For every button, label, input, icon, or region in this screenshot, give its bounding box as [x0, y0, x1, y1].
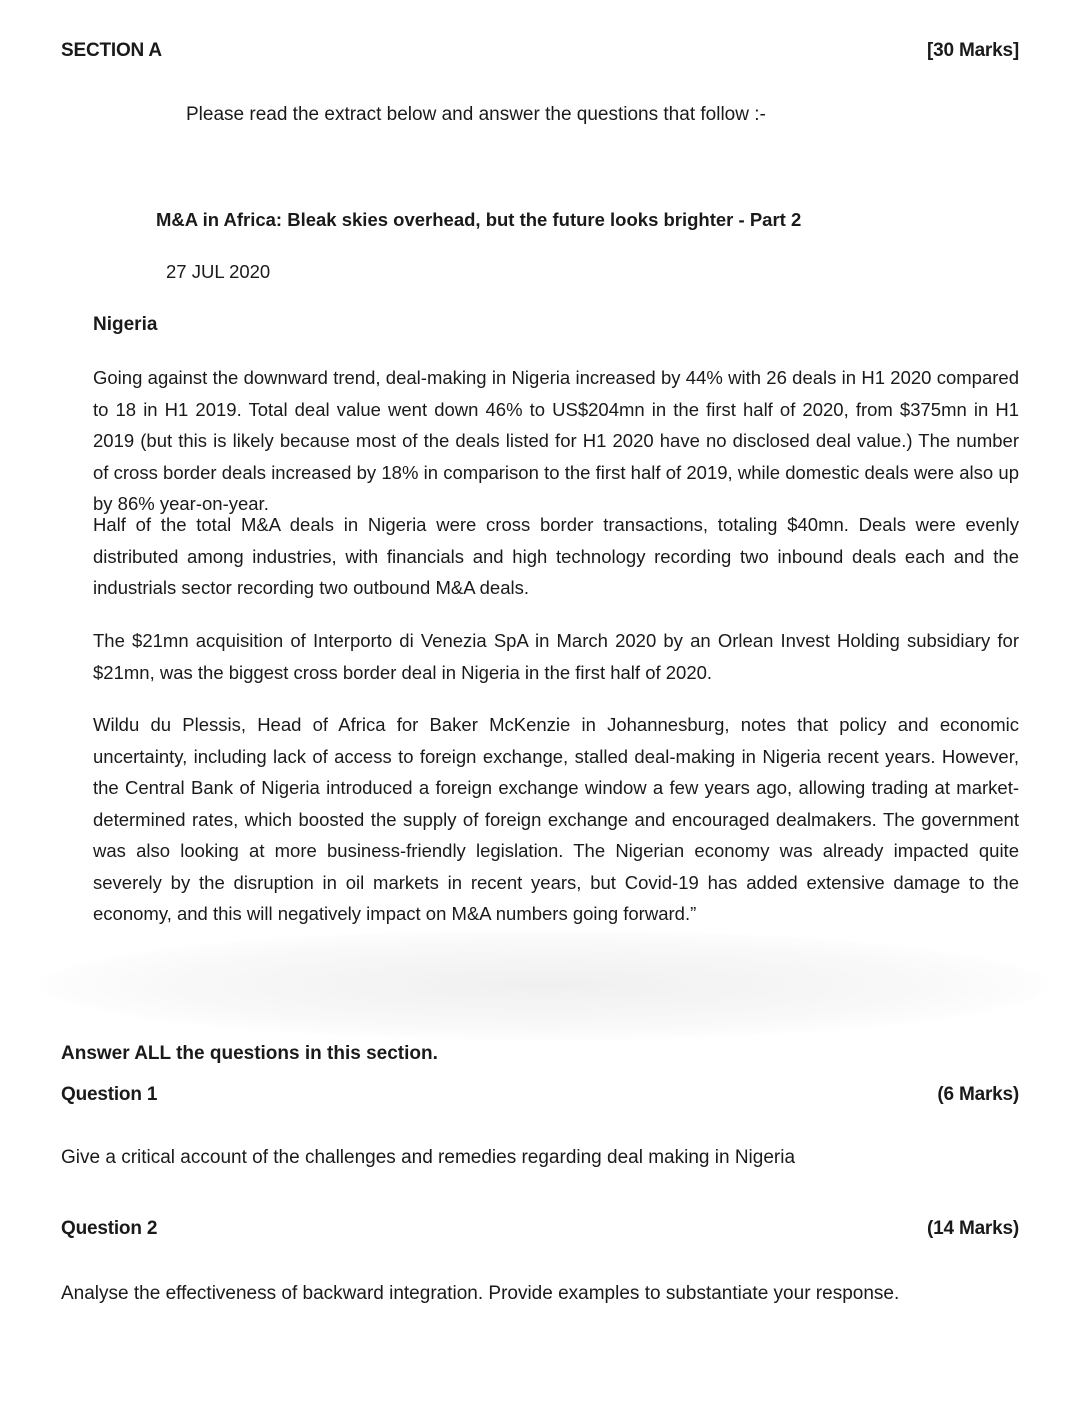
article-subheading: Nigeria [93, 314, 158, 335]
article-paragraph: Wildu du Plessis, Head of Africa for Baker McKenzie in Johannesburg, notes that policy and economic uncertainty, including lack of access to foreign exchange, stalled deal-making in Nigeria recent years. However, the Central Bank of Nigeria introduced a foreign exchange window a few years ago, allowing trading at market-determined rates, which boosted the supply of foreign exchange and encouraged dealmakers. The government was also looking at more business-friendly legislation. The Nigerian economy was already impacted quite severely by the disruption in oil markets in recent years, but Covid-19 has added extensive damage to the economy, and this will negatively impact on M&A numbers going forward.” [93, 714, 1019, 924]
question-1-label: Question 1 [61, 1084, 158, 1105]
article-date: 27 JUL 2020 [166, 261, 271, 282]
article-paragraph: Going against the downward trend, deal-making in Nigeria increased by 44% with 26 deals in H1 2020 compared to 18 in H1 2019. Total deal value went down 46% to US$204mn in the first half of 2020, from $375mn in H1 2019 (but this is likely because most of the deals listed for H1 2020 have no disclosed deal value.) The number of cross border deals increased by 18% in comparison to the first half of 2019, while domestic deals were also up by 86% year-on-year. [93, 367, 1019, 514]
section-header [61, 40, 1019, 62]
article-title: M&A in Africa: Bleak skies overhead, but the future looks brighter - Part 2 [156, 209, 802, 230]
questions-header: Answer ALL the questions in this section. [61, 1043, 438, 1064]
article-paragraph: The $21mn acquisition of Interporto di Venezia SpA in March 2020 by an Orlean Invest Holding subsidiary for $21mn, was the biggest cross border deal in Nigeria in the first half of 2020. [93, 630, 1019, 683]
question-2-text: Analyse the effectiveness of backward integration. Provide examples to substantiate your response. [61, 1283, 900, 1304]
section-title: SECTION A [61, 40, 162, 61]
question-1-header [61, 1084, 1019, 1106]
question-2-marks: (14 Marks) [927, 1218, 1019, 1239]
reading-instruction: Please read the extract below and answer the questions that follow :- [186, 104, 766, 125]
question-1-text: Give a critical account of the challenges and remedies regarding deal making in Nigeria [61, 1147, 796, 1168]
article-paragraph: Half of the total M&A deals in Nigeria were cross border transactions, totaling $40mn. Deals were evenly distributed among industries, with financials and high technology recording two inbound deals each and the industrials sector recording two outbound M&A deals. [93, 514, 1019, 598]
question-2-label: Question 2 [61, 1218, 158, 1239]
section-marks: [30 Marks] [927, 40, 1019, 61]
question-2-header [61, 1218, 1019, 1240]
question-1-marks: (6 Marks) [937, 1084, 1019, 1105]
scan-smudge [40, 930, 1050, 1040]
